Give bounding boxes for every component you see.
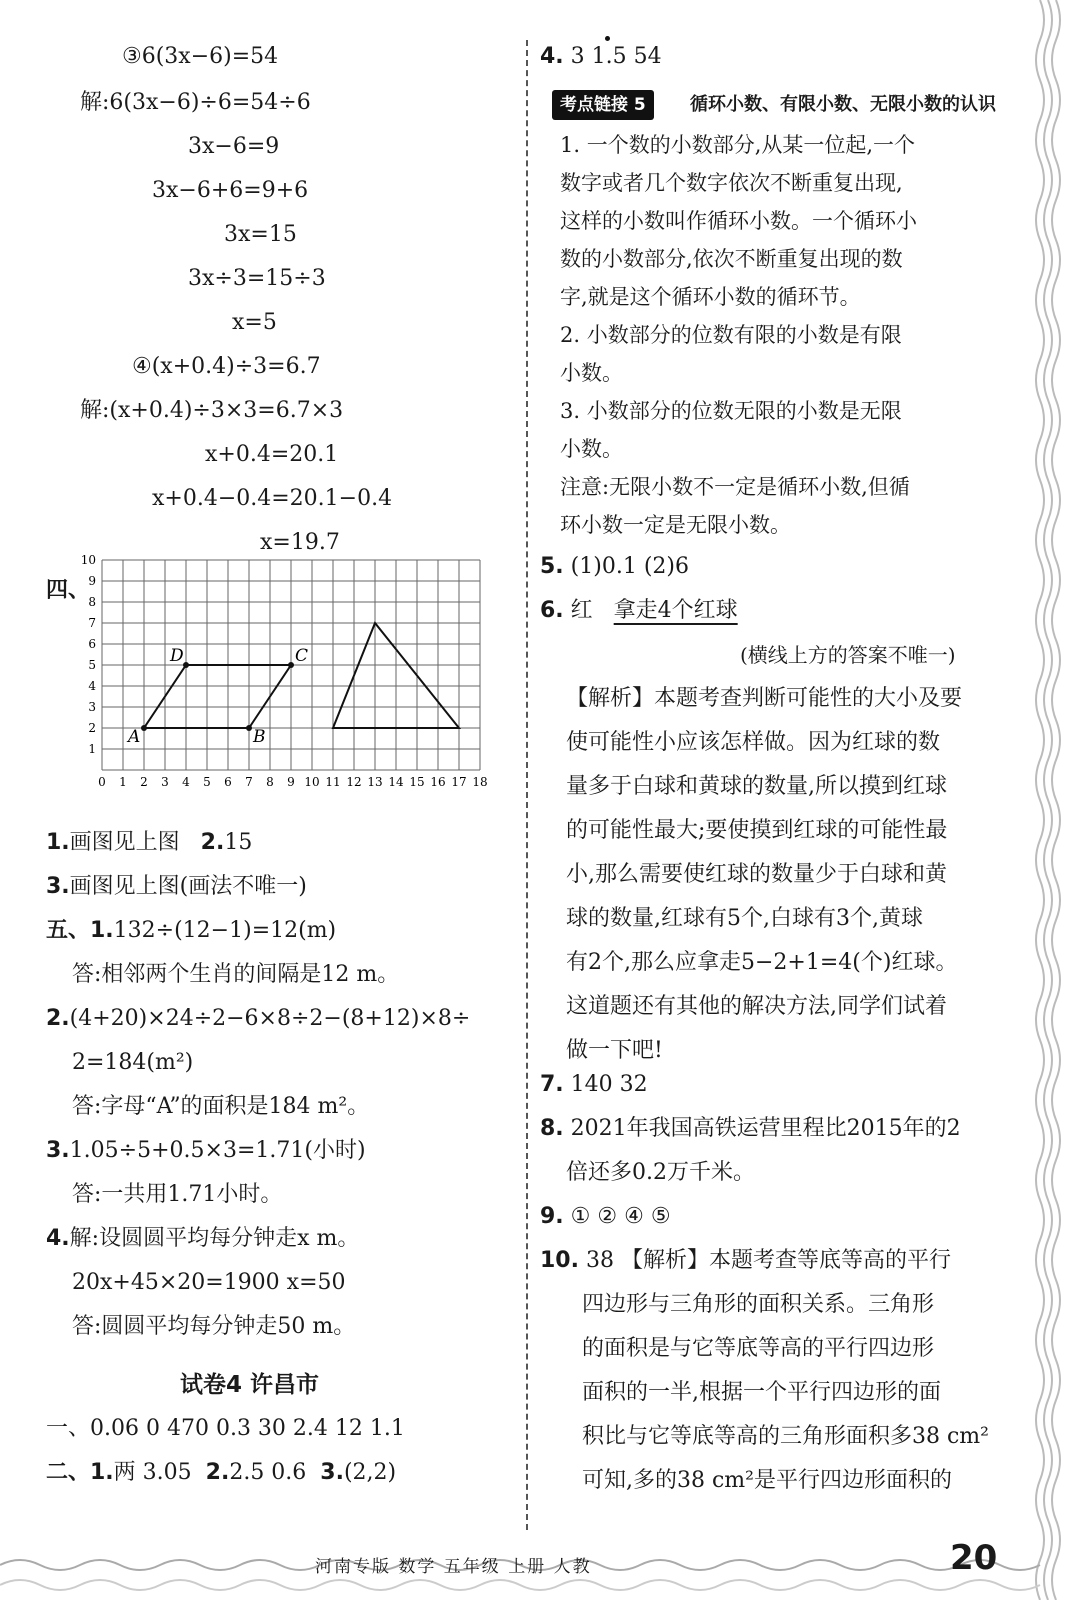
knowledge-line: 2. 小数部分的位数有限的小数是有限 <box>560 323 902 347</box>
answer-line: 的面积是与它等底等高的平行四边形 <box>582 1336 935 1361</box>
y-tick-label: 4 <box>88 679 96 693</box>
analysis-line: 有2个,那么应拿走5−2+1=4(个)红球。 <box>566 950 958 975</box>
x-tick-label: 6 <box>224 775 232 789</box>
footer-text: 河南专版 数学 五年级 上册 人教 <box>315 1557 592 1577</box>
x-tick-label: 11 <box>325 775 341 789</box>
answer-line: 答:圆圆平均每分钟走50 m。 <box>72 1314 356 1339</box>
answer-line <box>540 596 738 626</box>
answer-text: 38 【解析】本题考查等底等高的平行 <box>585 1248 951 1273</box>
point-label-d: D <box>170 646 184 666</box>
equation-line: x=5 <box>232 310 277 335</box>
answer-text: 132÷(12−1)=12(m) <box>113 918 337 943</box>
x-tick-label: 1 <box>119 775 127 789</box>
answer-line: 2=184(m²) <box>72 1050 194 1075</box>
equation-line: x+0.4−0.4=20.1−0.4 <box>152 486 393 511</box>
answer-text: 3 1.5 54 <box>570 44 662 69</box>
answer-line: 答:字母“A”的面积是184 m²。 <box>72 1094 370 1119</box>
point-label-c: C <box>295 646 309 666</box>
vertex-dot <box>141 725 147 731</box>
knowledge-line: 数的小数部分,依次不断重复出现的数 <box>560 247 903 271</box>
y-tick-label: 5 <box>88 658 96 672</box>
x-tick-label: 7 <box>245 775 253 789</box>
equation-line: 3x−6=9 <box>188 134 280 159</box>
x-tick-label: 8 <box>266 775 274 789</box>
x-tick-label: 14 <box>388 775 404 789</box>
paper-title: 试卷4 许昌市 <box>180 1372 320 1398</box>
analysis-line: 【解析】本题考查判断可能性的大小及要 <box>566 686 963 711</box>
equation-line: 3x−6+6=9+6 <box>152 178 309 203</box>
vertex-dot <box>288 662 294 668</box>
x-tick-label: 17 <box>451 775 467 789</box>
x-tick-label: 5 <box>203 775 211 789</box>
answer-line <box>540 1070 648 1100</box>
answer-line <box>540 552 689 582</box>
answer-line: 面积的一半,根据一个平行四边形的面 <box>582 1380 941 1405</box>
item-number: 3. <box>46 874 70 899</box>
answer-line <box>46 1458 396 1488</box>
y-tick-label: 2 <box>88 721 96 735</box>
analysis-line: 这道题还有其他的解决方法,同学们试着 <box>566 994 947 1019</box>
section-four-label: 四、 <box>46 578 91 603</box>
equation-line: 3x=15 <box>224 222 297 247</box>
decorative-wave-border <box>1032 0 1068 1600</box>
analysis-line: 量多于白球和黄球的数量,所以摸到红球 <box>566 774 947 799</box>
x-tick-label: 9 <box>287 775 295 789</box>
answer-line <box>540 1246 951 1276</box>
answer-text: 画图见上图 <box>69 830 180 855</box>
answer-line: 倍还多0.2万千米。 <box>566 1160 755 1185</box>
column-divider <box>526 40 528 1530</box>
x-tick-label: 15 <box>409 775 425 789</box>
vertex-dot <box>183 662 189 668</box>
page-number: 20 <box>950 1538 998 1578</box>
x-tick-label: 16 <box>430 775 446 789</box>
item-number: 2. <box>46 1006 70 1031</box>
y-tick-label: 9 <box>88 574 96 588</box>
point-label-a: A <box>128 727 141 747</box>
item-number: 5. <box>540 554 564 579</box>
answer-line <box>46 872 307 902</box>
item-number: 3. <box>320 1460 344 1485</box>
equation-line: ④(x+0.4)÷3=6.7 <box>132 354 321 379</box>
x-tick-label: 4 <box>182 775 190 789</box>
knowledge-line: 小数。 <box>560 361 623 385</box>
repeating-dot <box>605 36 610 41</box>
analysis-line: 做一下吧! <box>566 1038 663 1063</box>
answer-line <box>540 1114 961 1144</box>
point-label-b: B <box>253 727 266 747</box>
answer-line: 可知,多的38 cm²是平行四边形面积的 <box>582 1468 952 1493</box>
answer-text: 1.05÷5+0.5×3=1.71(小时) <box>69 1138 366 1163</box>
answer-text: 画图见上图(画法不唯一) <box>69 874 307 899</box>
analysis-line: 小,那么需要使红球的数量少于白球和黄 <box>566 862 947 887</box>
coordinate-grid <box>70 553 490 822</box>
answer-line <box>46 916 336 946</box>
equation-line: 3x÷3=15÷3 <box>188 266 326 291</box>
equation-line: ③6(3x−6)=54 <box>122 44 279 69</box>
answer-line <box>46 1224 359 1254</box>
answer-text: 两 3.05 <box>113 1460 192 1485</box>
x-tick-label: 18 <box>472 775 488 789</box>
knowledge-box <box>548 122 1008 542</box>
answer-text: (1)0.1 (2)6 <box>570 554 689 579</box>
answer-line: 20x+45×20=1900 x=50 <box>72 1270 346 1295</box>
answer-line <box>46 828 252 858</box>
answer-line <box>46 1136 366 1166</box>
vertex-dot <box>246 725 252 731</box>
item-number: 4. <box>46 1226 70 1251</box>
knowledge-line: 这样的小数叫作循环小数。一个循环小 <box>560 209 917 233</box>
x-tick-label: 13 <box>367 775 383 789</box>
item-number: 9. <box>540 1204 564 1229</box>
item-number: 6. <box>540 598 564 623</box>
equation-line: 解:(x+0.4)÷3×3=6.7×3 <box>80 398 344 423</box>
equation-line: x+0.4=20.1 <box>205 442 339 467</box>
answer-text: 2021年我国高铁运营里程比2015年的2 <box>570 1116 961 1141</box>
answer-line: 答:一共用1.71小时。 <box>72 1182 283 1207</box>
answer-line: 四边形与三角形的面积关系。三角形 <box>582 1292 935 1317</box>
x-tick-label: 3 <box>161 775 169 789</box>
knowledge-line: 注意:无限小数不一定是循环小数,但循 <box>560 475 910 499</box>
y-tick-label: 7 <box>88 616 96 630</box>
item-number: 2. <box>200 830 225 855</box>
y-tick-label: 6 <box>88 637 96 651</box>
item-number: 2. <box>205 1460 230 1485</box>
knowledge-line: 数字或者几个数字依次不断重复出现, <box>560 171 903 195</box>
item-number: 7. <box>540 1072 564 1097</box>
knowledge-line: 环小数一定是无限小数。 <box>560 513 791 537</box>
answer-text: 15 <box>224 830 253 855</box>
item-number: 二、1. <box>46 1460 114 1485</box>
knowledge-line: 3. 小数部分的位数无限的小数是无限 <box>560 399 902 423</box>
item-number: 10. <box>540 1248 579 1273</box>
knowledge-line: 小数。 <box>560 437 623 461</box>
analysis-line: 的可能性最大;要使摸到红球的可能性最 <box>566 818 948 843</box>
item-number: 1. <box>46 830 70 855</box>
item-number: 3. <box>46 1138 70 1163</box>
answer-line: 积比与它等底等高的三角形面积多38 cm² <box>582 1424 989 1449</box>
answer-text: (4+20)×24÷2−6×8÷2−(8+12)×8÷ <box>69 1006 471 1031</box>
answer-text: ① ② ④ ⑤ <box>570 1204 671 1229</box>
answer-text: 红 <box>570 598 593 623</box>
y-tick-label: 10 <box>80 553 96 567</box>
y-tick-label: 8 <box>88 595 96 609</box>
knowledge-line: 字,就是这个循环小数的循环节。 <box>560 285 861 309</box>
answer-line <box>46 1004 470 1034</box>
analysis-line: 使可能性小应该怎样做。因为红球的数 <box>566 730 941 755</box>
y-tick-label: 3 <box>88 700 96 714</box>
y-tick-label: 1 <box>88 742 96 756</box>
answer-line <box>540 42 662 72</box>
equation-line: x=19.7 <box>260 530 340 555</box>
knowledge-link-badge: 考点链接 5 <box>552 90 654 120</box>
x-tick-label: 10 <box>304 775 320 789</box>
answer-text: 2.5 0.6 <box>229 1460 307 1485</box>
answer-text: (2,2) <box>343 1460 397 1485</box>
knowledge-link-title: 循环小数、有限小数、无限小数的认识 <box>690 94 996 115</box>
answer-note: (横线上方的答案不唯一) <box>740 643 956 667</box>
item-number: 4. <box>540 44 564 69</box>
equation-line: 解:6(3x−6)÷6=54÷6 <box>80 90 311 115</box>
parallelogram-shape <box>144 665 291 728</box>
item-number: 五、1. <box>46 918 114 943</box>
item-number: 8. <box>540 1116 564 1141</box>
x-tick-label: 2 <box>140 775 148 789</box>
answer-line: 答:相邻两个生肖的间隔是12 m。 <box>72 962 400 987</box>
answer-line: 一、0.06 0 470 0.3 30 2.4 12 1.1 <box>46 1416 405 1441</box>
x-tick-label: 0 <box>98 775 106 789</box>
analysis-line: 球的数量,红球有5个,白球有3个,黄球 <box>566 906 923 931</box>
answer-text: 140 32 <box>570 1072 648 1097</box>
knowledge-line: 1. 一个数的小数部分,从某一位起,一个 <box>560 133 916 157</box>
answer-line <box>540 1202 671 1232</box>
answer-text-underlined: 拿走4个红球 <box>613 598 738 623</box>
answer-text: 解:设圆圆平均每分钟走x m。 <box>69 1226 360 1251</box>
x-tick-label: 12 <box>346 775 362 789</box>
